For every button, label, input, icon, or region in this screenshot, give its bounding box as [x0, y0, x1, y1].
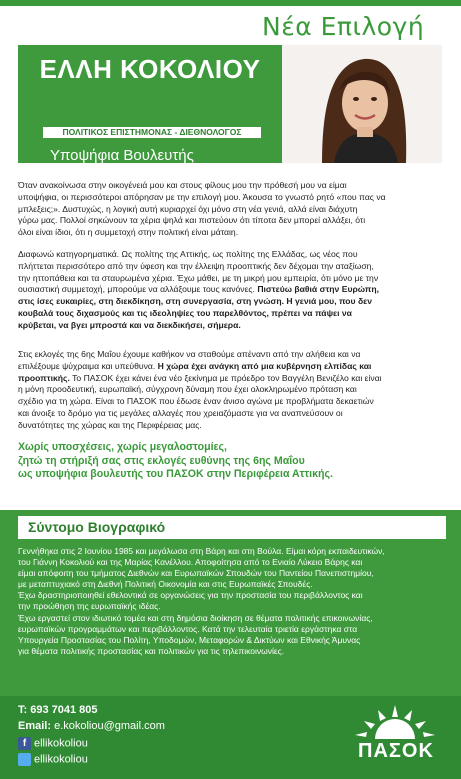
- emphasis-text: Πιστεύω βαθιά στην Ευρώπη,: [257, 284, 380, 295]
- biography-text: [18, 546, 448, 657]
- paragraph-2: [18, 249, 443, 332]
- pasok-sun-logo-icon: [340, 699, 450, 775]
- text-line: δυνατότητες της χώρας και της Περιφέρειας μας.: [18, 419, 202, 430]
- phone-label: T:: [18, 704, 28, 716]
- emphasis-text: κρύβεται, να βγει μπροστά και να διεκδικήσει, σήμερα.: [18, 319, 241, 330]
- slogan-line: Χωρίς υποσχέσεις, χωρίς μεγαλοστομίες,: [18, 441, 227, 453]
- candidacy-line-2: Περιφέρειας Αττικής: [50, 166, 182, 183]
- candidate-name-panel: [18, 45, 282, 183]
- bio-line: Έχω εργαστεί στον ιδιωτικό τομέα και στη δημόσια διοίκηση σε θέματα πολιτικής επικοινωνίας,: [18, 612, 373, 623]
- text-line: όλοι είναι ίδιοι, ότι η συμμετοχή στην πολιτική είναι μάταιη.: [18, 227, 239, 238]
- text-line: γύρω μας. Πολλοί σηκώνουν τα χέρια ψηλά και πιστεύουν ότι τίποτα δεν μπορεί αλλάξει, ότι: [18, 215, 366, 226]
- text-line: σχέδιο για τη χώρα. Είναι το ΠΑΣΟΚ που έδωσε έναν άνισο αγώνα με προβλήματα δεκαετιών: [18, 396, 374, 407]
- text-line: μπλεξεις;». Δυστυχώς, η λογική αυτή κυριαρχεί όχι μόνο στη νέα γενιά, αλλά είναι διάχυτη: [18, 203, 358, 214]
- bio-line: ευρωπαϊκών προγραμμάτων και περιβάλλοντος. Κατά την τελευταία τριετία εργάστηκα στα: [18, 623, 358, 634]
- text-line: Διαφωνώ κατηγορηματικά. Ως πολίτης της Αττικής, ως πολίτης της Ελλάδας, ως νέος που: [18, 249, 358, 259]
- facebook-row[interactable]: [18, 737, 88, 751]
- twitter-handle[interactable]: ellikokoliou: [34, 753, 88, 766]
- candidacy-text: [50, 146, 194, 184]
- text-line: [18, 373, 443, 385]
- twitter-icon: [18, 753, 31, 766]
- text-line: πλήττεται περισσότερο από την ύφεση και την έλλειψη προοπτικής δεν δέχομαι την αταξίωση,: [18, 260, 374, 271]
- slogan-line: ζητώ τη στήριξή σας στις εκλογές ευθύνης της 6ης Μαΐου: [18, 454, 305, 467]
- text-line: Στις εκλογές της 6ης Μαΐου έχουμε καθήκον να σταθούμε απέναντι από την αλήθεια και να: [18, 349, 361, 359]
- emphasis-text: Η χώρα έχει ανάγκη από μια κυβέρνηση ελπίδας και: [157, 360, 372, 371]
- header-tagline: Νέα Επιλογή: [262, 12, 425, 41]
- pasok-logo-text: ΠΑΣΟΚ: [358, 740, 434, 762]
- email-row: [18, 720, 165, 732]
- biography-title-box: [18, 516, 446, 539]
- twitter-row[interactable]: [18, 753, 88, 767]
- text-line: [18, 296, 443, 308]
- bio-line: Υπουργεία Προστασίας του Πολίτη, Υποδομών, Μεταφορών & Δικτύων και Εθνικής Άμυνας: [18, 634, 361, 645]
- text-line: [18, 308, 443, 320]
- candidate-photo: [282, 45, 442, 163]
- emphasis-text: προοπτικής.: [18, 372, 70, 383]
- phone-row: [18, 704, 98, 716]
- bio-line: του Γιάννη Κοκολιού και της Μαρίας Κανέλλου. Αποφοίτησα από το Ενιαίο Λύκειο Βάρης και: [18, 557, 363, 568]
- text-line: [18, 361, 443, 373]
- facebook-icon: f: [18, 737, 31, 750]
- text-span: ουσιαστική συμμετοχή, μπορούμε να αλλάξουμε τους κανόνες.: [18, 284, 258, 295]
- text-line: [18, 320, 443, 332]
- slogan-line: ως υποψήφια βουλευτής του ΠΑΣΟΚ στην Περιφέρεια Αττικής.: [18, 468, 333, 480]
- emphasis-text: κουβαλά τους διχασμούς και τις ιδεοληψίες του παρελθόντος, πρέπει να πάψει να: [18, 307, 352, 318]
- paragraph-1: [18, 180, 443, 239]
- phone-number[interactable]: 693 7041 805: [30, 704, 98, 716]
- profession-label: ΠΟΛΙΤΙΚΟΣ ΕΠΙΣΤΗΜΟΝΑΣ - ΔΙΕΘΝΟΛΟΓΟΣ: [43, 127, 261, 138]
- facebook-handle[interactable]: ellikokoliou: [34, 737, 88, 750]
- text-span: επιλέξουμε ψύχραιμα και υπεύθυνα.: [18, 360, 158, 371]
- text-line: και άνοιξε το δρόμο για τις μεγάλες αλλαγές που χρειαζόμαστε για να αναπνεύσουν οι: [18, 407, 343, 418]
- text-line: [18, 284, 443, 296]
- biography-section: [0, 510, 461, 696]
- text-line: Όταν ανακοίνωσα στην οικογένειά μου και στους φίλους μου την πρόθεσή μου να είμαι: [18, 180, 347, 190]
- bio-line: για θέματα πολιτικής προστασίας και πολιτικών για τις τηλεπικοινωνίες.: [18, 645, 285, 656]
- paragraph-3: [18, 349, 443, 432]
- bio-line: με μεταπτυχιακό στη Διεθνή Πολιτική Οικονομία και στις Ευρωπαϊκές Σπουδές.: [18, 579, 313, 590]
- candidacy-line-1: Υποψήφια Βουλευτής: [50, 147, 194, 164]
- text-line: την ηττοπάθεια και τα σταυρωμένα χέρια. Έχω μάθει, με τη μικρή μου εμπειρία, ότι μόνο με την: [18, 272, 379, 283]
- bio-line: Έχω δραστηριοποιηθεί εθελοντικά σε οργανώσεις για την προστασία του περιβάλλοντος και: [18, 590, 363, 601]
- email-label: Email:: [18, 720, 52, 732]
- emphasis-text: στις ίσες ευκαιρίες, στη διεκδίκηση, στη συνεργασία, στη γνώση. Η γενιά μου, που δεν: [18, 296, 373, 307]
- text-line: υποψήφια, οι περισσότεροι απόρησαν με την επιλογή μου. Άκουσα το γνωστό ρητό «που πας να: [18, 191, 386, 202]
- biography-title: Σύντομο Βιογραφικό: [28, 519, 166, 535]
- email-address[interactable]: e.kokoliou@gmail.com: [54, 720, 165, 732]
- bio-line: Γεννήθηκα στις 2 Ιουνίου 1985 και μεγάλωσα στη Βάρη και στη Βούλα. Είμαι κόρη εκπαιδευτικών,: [18, 546, 385, 556]
- candidate-name: ΕΛΛΗ ΚΟΚΟΛΙΟΥ: [39, 54, 261, 84]
- bio-line: είμαι απόφοιτη του τμήματος Διεθνών και Ευρωπαϊκών Σπουδών του Παντείου Πανεπιστημίου,: [18, 568, 374, 579]
- campaign-slogan: [18, 441, 443, 482]
- contact-footer: [0, 696, 461, 779]
- text-line: η μόνη προοδευτική, ευρωπαϊκή, σύγχρονη δύναμη που έχει ολοκληρωμένο πρόταση και: [18, 384, 357, 395]
- text-span: Το ΠΑΣΟΚ έχει κάνει ένα νέο ξεκίνημα με πρόεδρο τον Βαγγέλη Βενιζέλο και είναι: [69, 372, 382, 383]
- bio-line: την προώθηση της ευρωπαϊκής ιδέας.: [18, 601, 161, 612]
- top-accent-band: [0, 0, 461, 6]
